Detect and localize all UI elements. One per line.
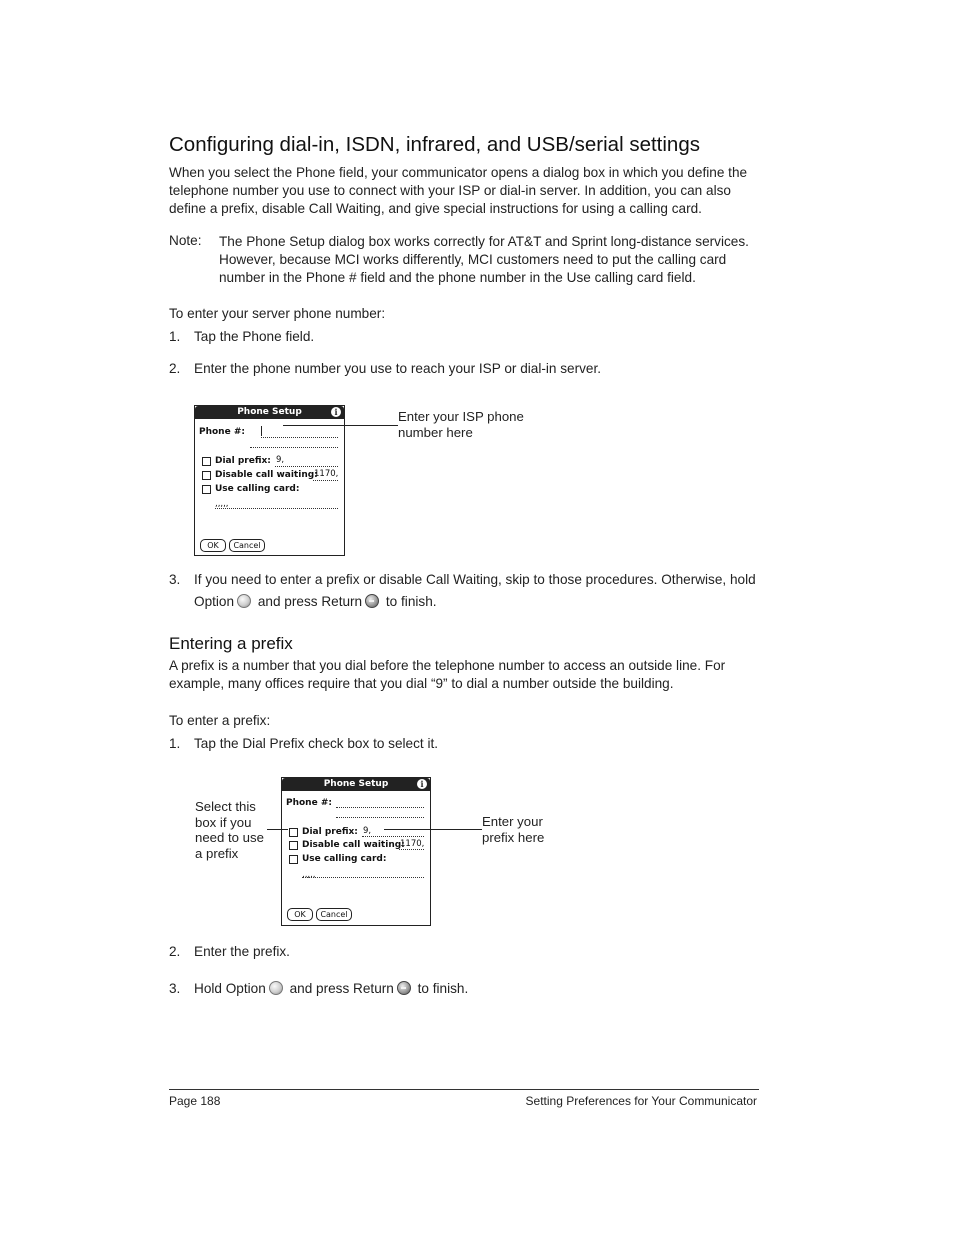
disable-call-waiting-checkbox[interactable] bbox=[202, 471, 211, 480]
note-line: However, because MCI works differently, MCI customers need to put the calling card bbox=[219, 252, 727, 267]
cancel-button[interactable]: Cancel bbox=[229, 539, 265, 552]
calling-card-field[interactable] bbox=[215, 508, 338, 509]
callout-line: Enter your bbox=[482, 814, 543, 829]
procedure-title: To enter a prefix: bbox=[169, 713, 271, 728]
callout-line: Select this bbox=[195, 799, 256, 814]
step-text: Enter the prefix. bbox=[194, 944, 290, 959]
footer-rule bbox=[169, 1089, 759, 1090]
return-key-icon bbox=[365, 594, 379, 608]
step-text: Tap the Phone field. bbox=[194, 329, 315, 344]
page-heading: Configuring dial-in, ISDN, infrared, and USB/serial settings bbox=[169, 133, 700, 156]
dial-prefix-field[interactable] bbox=[362, 836, 424, 837]
phone-field-line2[interactable] bbox=[250, 447, 338, 448]
phone-field[interactable] bbox=[261, 437, 338, 438]
finish-text: to finish. bbox=[417, 981, 469, 996]
callout-line: prefix here bbox=[482, 829, 545, 845]
intro-line: define a prefix, disable Call Waiting, and give special instructions for using a calling card. bbox=[169, 201, 702, 216]
step bbox=[0, 361, 954, 379]
cancel-button[interactable]: Cancel bbox=[316, 908, 352, 921]
option-key-icon bbox=[269, 981, 283, 995]
step-text: Tap the Dial Prefix check box to select it. bbox=[194, 736, 439, 751]
dial-prefix-label: Dial prefix: bbox=[302, 827, 358, 837]
step bbox=[0, 736, 954, 754]
step-text-line2 bbox=[194, 594, 437, 609]
phone-setup-dialog bbox=[194, 405, 345, 556]
step-number: 1. bbox=[169, 329, 181, 344]
dial-prefix-value[interactable]: 9, bbox=[276, 455, 285, 465]
intro-line: When you select the Phone field, your communicator opens a dialog box in which you define the bbox=[169, 165, 748, 180]
phone-setup-dialog bbox=[281, 777, 431, 926]
text-cursor bbox=[261, 426, 262, 436]
step bbox=[0, 981, 954, 999]
callout-leader-line bbox=[267, 829, 288, 830]
step-number: 3. bbox=[169, 981, 181, 996]
use-calling-card-label: Use calling card: bbox=[215, 484, 300, 494]
note-label: Note: bbox=[169, 233, 202, 248]
disable-call-waiting-label: Disable call waiting: bbox=[215, 470, 318, 480]
use-calling-card-checkbox[interactable] bbox=[202, 485, 211, 494]
dial-prefix-field[interactable] bbox=[275, 466, 338, 467]
callout-leader-line bbox=[283, 425, 398, 426]
section-paragraph bbox=[169, 657, 769, 693]
note-line: number in the Phone # field and the phone number in the Use calling card field. bbox=[219, 270, 696, 285]
finish-text: to finish. bbox=[385, 594, 437, 609]
page-number: Page 188 bbox=[169, 1094, 221, 1108]
disable-call-waiting-field[interactable] bbox=[313, 480, 338, 481]
step-text: If you need to enter a prefix or disable Call Waiting, skip to those procedures. Otherwise, hold bbox=[194, 572, 756, 587]
callout-prefix bbox=[482, 814, 544, 845]
phone-label: Phone #: bbox=[286, 798, 332, 808]
step-text: Enter the phone number you use to reach your ISP or dial-in server. bbox=[194, 361, 602, 376]
step bbox=[0, 329, 954, 347]
disable-call-waiting-value[interactable]: 1170, bbox=[400, 839, 425, 849]
intro-line: telephone number you use to connect with your ISP or dial-in server. In addition, you can also bbox=[169, 183, 731, 198]
dial-prefix-checkbox[interactable] bbox=[202, 457, 211, 466]
callout-select-box bbox=[195, 799, 264, 861]
return-key-icon bbox=[397, 981, 411, 995]
callout-line: number here bbox=[398, 424, 473, 440]
dial-prefix-checkbox[interactable] bbox=[289, 828, 298, 837]
ok-button[interactable]: OK bbox=[287, 908, 313, 921]
callout-line: need to use bbox=[195, 830, 264, 845]
step-text bbox=[194, 981, 468, 996]
step-number: 3. bbox=[169, 572, 181, 587]
callout-line: Enter your ISP phone bbox=[398, 409, 524, 424]
phone-field[interactable] bbox=[336, 807, 424, 808]
info-icon[interactable]: i bbox=[417, 779, 427, 789]
step-number: 2. bbox=[169, 944, 181, 959]
paragraph-line: example, many offices require that you dial “9” to dial a number outside the building. bbox=[169, 676, 674, 691]
callout-line: box if you bbox=[195, 814, 252, 830]
procedure-title: To enter your server phone number: bbox=[169, 306, 386, 321]
note-body bbox=[219, 233, 749, 287]
ok-button[interactable]: OK bbox=[200, 539, 226, 552]
disable-call-waiting-value[interactable]: 1170, bbox=[314, 469, 339, 479]
paragraph-line: A prefix is a number that you dial before the telephone number to access an outside line. For bbox=[169, 658, 726, 673]
press-return-text: and press Return bbox=[289, 981, 394, 996]
hold-option-text: Hold Option bbox=[194, 981, 266, 996]
intro-paragraph bbox=[169, 164, 769, 218]
calling-card-value[interactable]: ,,,,, bbox=[215, 499, 229, 509]
phone-field-line2[interactable] bbox=[336, 817, 424, 818]
dial-prefix-label: Dial prefix: bbox=[215, 456, 271, 466]
disable-call-waiting-checkbox[interactable] bbox=[289, 841, 298, 850]
dialog-title: Phone Setup bbox=[323, 779, 389, 789]
info-icon[interactable]: i bbox=[331, 407, 341, 417]
step bbox=[0, 572, 954, 612]
press-return-text: and press Return bbox=[257, 594, 363, 609]
callout-line: a prefix bbox=[195, 845, 239, 861]
dial-prefix-value[interactable]: 9, bbox=[363, 826, 372, 836]
phone-label: Phone #: bbox=[199, 427, 245, 437]
calling-card-field[interactable] bbox=[302, 877, 424, 878]
footer-section-title: Setting Preferences for Your Communicator bbox=[525, 1094, 757, 1108]
note-line: The Phone Setup dialog box works correctly for AT&T and Sprint long-distance services. bbox=[219, 234, 749, 249]
use-calling-card-checkbox[interactable] bbox=[289, 855, 298, 864]
dialog-title: Phone Setup bbox=[237, 407, 302, 417]
option-text: Option bbox=[194, 594, 235, 609]
step bbox=[0, 944, 954, 962]
disable-call-waiting-label: Disable call waiting: bbox=[302, 840, 405, 850]
disable-call-waiting-field[interactable] bbox=[399, 849, 424, 850]
use-calling-card-label: Use calling card: bbox=[302, 854, 387, 864]
step-number: 1. bbox=[169, 736, 181, 751]
step-number: 2. bbox=[169, 361, 181, 376]
callout-leader-line bbox=[384, 829, 482, 830]
section-heading: Entering a prefix bbox=[169, 634, 293, 653]
calling-card-value[interactable]: ,,,,, bbox=[302, 870, 316, 880]
callout-isp-phone bbox=[398, 409, 524, 440]
option-key-icon bbox=[237, 594, 251, 608]
